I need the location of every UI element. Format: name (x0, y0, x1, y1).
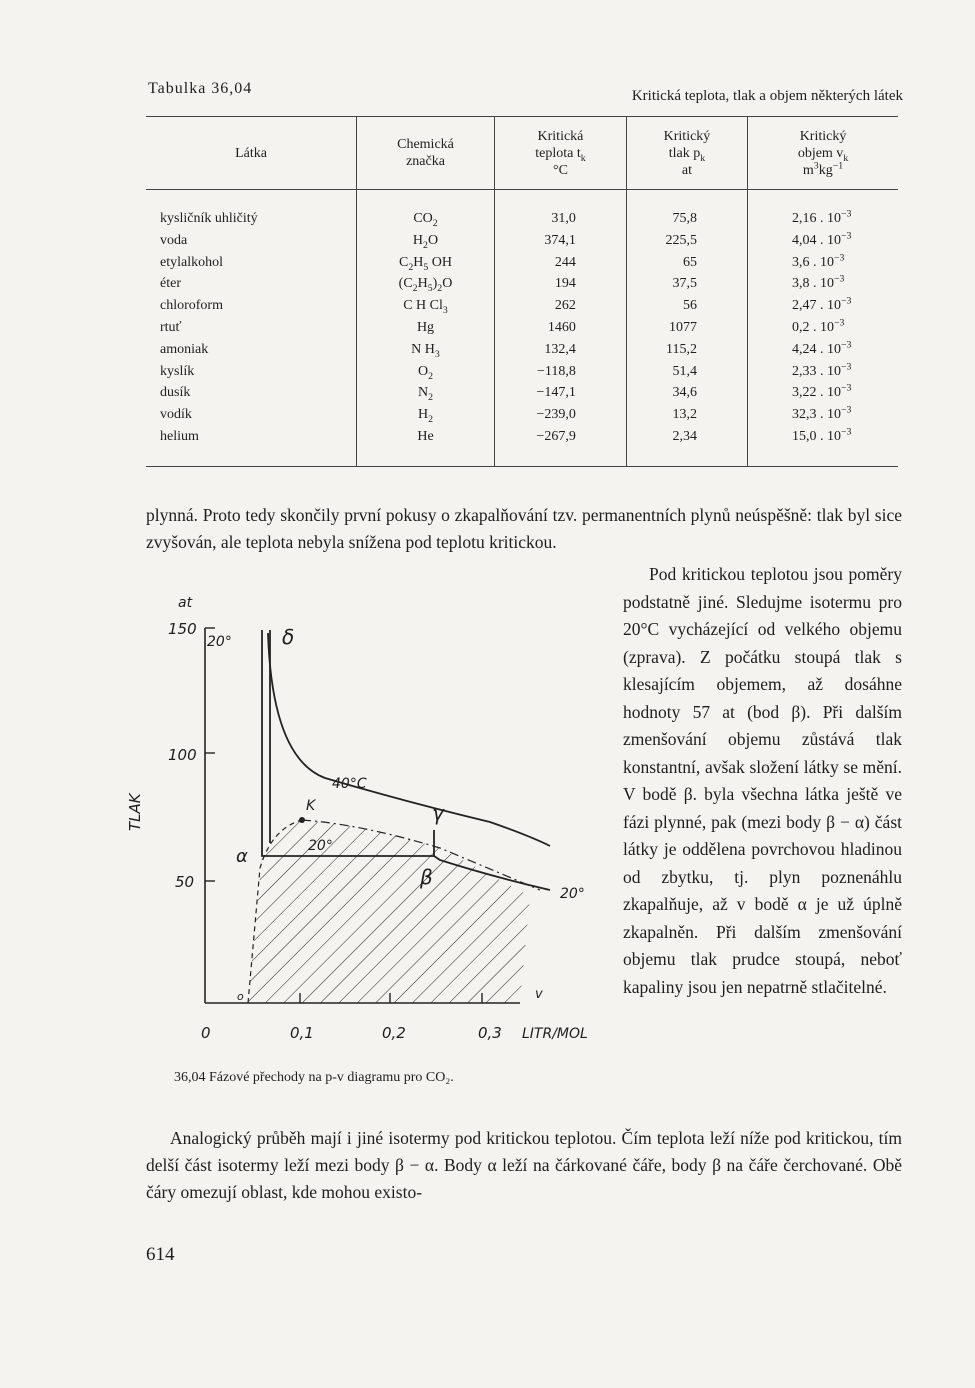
cell-pressure: 1077 (626, 317, 747, 339)
y-tick-50: 50 (175, 873, 195, 891)
label-iso20-top: 20° (207, 634, 232, 650)
cell-temperature: 132,4 (495, 339, 627, 361)
cell-symbol: $C_2H_5$ OH (357, 252, 495, 274)
cell-pressure: 65 (626, 252, 747, 274)
cell-temperature: 262 (495, 295, 627, 317)
cell-volume: 4,04 . $10^{-3}$ (748, 230, 898, 252)
table-row (146, 382, 898, 404)
paragraph-right (623, 561, 902, 1001)
paragraph-top: plynná. Proto tedy skončily první pokusy o zkapalňování tzv. permanentních plynů neúspěšně: tlak byl sice zvyšován, ale teplota nebyla snížena pod teplotu kritickou. (146, 505, 902, 552)
x-tick-0-3: 0,3 (478, 1024, 502, 1042)
two-phase-region (240, 808, 540, 1008)
cell-volume: 3,22 . $10^{-3}$ (748, 382, 898, 404)
x-unit-label: LITR/MOL (522, 1026, 588, 1042)
x-tick-0: 0 (201, 1024, 211, 1042)
label-beta: β (420, 865, 433, 889)
cell-volume: 32,3 . $10^{-3}$ (748, 404, 898, 426)
table-row (146, 361, 898, 383)
isotherm-40 (268, 633, 550, 846)
cell-volume: 4,24 . $10^{-3}$ (748, 339, 898, 361)
cell-substance: vodík (160, 407, 192, 423)
page-number: 614 (146, 1244, 175, 1265)
critical-values-table (146, 116, 898, 467)
cell-pressure: 75,8 (626, 190, 747, 230)
label-iso20-right: 20° (560, 886, 585, 902)
table-row (146, 295, 898, 317)
cell-substance: etylalkohol (160, 254, 223, 270)
y-unit-label: at (178, 595, 193, 611)
cell-temperature: −239,0 (495, 404, 627, 426)
cell-symbol: Hg (357, 317, 495, 339)
cell-substance: voda (160, 232, 188, 248)
cell-temperature: 1460 (495, 317, 627, 339)
cell-pressure: 34,6 (626, 382, 747, 404)
header-substance: Látka (146, 117, 357, 190)
cell-symbol: $CO_2$ (357, 190, 495, 230)
cell-substance: éter (160, 276, 181, 292)
cell-substance: rtuť (160, 319, 182, 335)
cell-pressure: 51,4 (626, 361, 747, 383)
cell-substance: kyslík (160, 363, 195, 379)
cell-pressure: 13,2 (626, 404, 747, 426)
cell-symbol: $(C_2H_5)_2O$ (357, 273, 495, 295)
table-body (146, 190, 898, 467)
y-axis-label: TLAK (126, 793, 144, 831)
cell-substance: amoniak (160, 341, 209, 357)
y-tick-150: 150 (168, 620, 197, 638)
x-tick-0-1: 0,1 (290, 1024, 314, 1042)
table-row (146, 273, 898, 295)
cell-temperature: −147,1 (495, 382, 627, 404)
cell-pressure: 225,5 (626, 230, 747, 252)
cell-symbol: $H_2$ (357, 404, 495, 426)
label-delta: δ (282, 625, 295, 649)
header-volume: Kritický objem $v_k$ $m^3kg^{-1}$ (748, 117, 898, 190)
cell-volume: 3,6 . $10^{-3}$ (748, 252, 898, 274)
table-row (146, 190, 898, 230)
cell-pressure: 56 (626, 295, 747, 317)
cell-temperature: 244 (495, 252, 627, 274)
header-temperature: Kritická teplota $t_k$ °C (495, 117, 627, 190)
paragraph-right-text: Pod kritickou teplotou jsou poměry podstatně jiné. Sledujme isotermu pro 20°C vycházející od velkého objemu (zprava). Z počátku stoupá tlak s klesajícím objemem, až dosáhne hodnoty 57 at (bod β). Při dalším zmenšování objemu zůstává tlak konstantní, avšak složení látky se mění. V bodě β. byla všechna látka ještě ve fázi plynné, pak (mezi body β − α) část látky je oddělena povrchovou hladinou od zbytku, tj. plyn poznenáhlu zkapalňuje, až v bodě α je už úplně zkapalněn. Při dalším zmenšování objemu tlak prudce stoupá, neboť kapaliny jsou jen nepatrně stlačitelné. (623, 564, 902, 997)
cell-volume: 2,33 . $10^{-3}$ (748, 361, 898, 383)
label-iso40: 40°C (332, 776, 367, 792)
table-row (146, 230, 898, 252)
cell-symbol: $H_2O$ (357, 230, 495, 252)
cell-symbol: He (357, 426, 495, 466)
cell-symbol: $O_2$ (357, 361, 495, 383)
cell-substance: chloroform (160, 298, 223, 314)
critical-point (299, 817, 305, 823)
cell-temperature: 31,0 (495, 190, 627, 230)
cell-symbol: N $H_3$ (357, 339, 495, 361)
cell-pressure: 2,34 (626, 426, 747, 466)
pv-diagram (110, 588, 610, 1058)
cell-pressure: 37,5 (626, 273, 747, 295)
cell-symbol: $N_2$ (357, 382, 495, 404)
label-alpha: α (236, 846, 248, 867)
cell-temperature: 194 (495, 273, 627, 295)
label-iso20-mid: 20° (308, 838, 333, 854)
table-row (146, 252, 898, 274)
cell-volume: 2,16 . $10^{-3}$ (748, 190, 898, 230)
label-origin: o (237, 990, 244, 1003)
cell-volume: 2,47 . $10^{-3}$ (748, 295, 898, 317)
header-pressure: Kritický tlak $p_k$ at (626, 117, 747, 190)
table-row (146, 404, 898, 426)
cell-temperature: 374,1 (495, 230, 627, 252)
label-K: K (306, 798, 316, 814)
cell-pressure: 115,2 (626, 339, 747, 361)
header-symbol: Chemická značka (357, 117, 495, 190)
table-header-row (146, 117, 898, 190)
cell-symbol: C H $Cl_3$ (357, 295, 495, 317)
table-row (146, 317, 898, 339)
figure-caption: 36,04 Fázové přechody na p-v diagramu pro CO₂. (174, 1070, 454, 1085)
table-row (146, 426, 898, 466)
cell-substance: dusík (160, 385, 191, 401)
cell-volume: 3,8 . $10^{-3}$ (748, 273, 898, 295)
paragraph-bottom: Analogický průběh mají i jiné isotermy pod kritickou teplotou. Čím teplota leží níže pod kritickou, tím delší část isotermy leží mezi body β − α. Body α leží na čárkované čáře, body β na čáře čerchované. Obě čáry omezují oblast, kde mohou existo- (146, 1128, 902, 1202)
table-row (146, 339, 898, 361)
cell-substance: kysličník uhličitý (160, 211, 258, 226)
cell-volume: 0,2 . $10^{-3}$ (748, 317, 898, 339)
x-tick-0-2: 0,2 (382, 1024, 406, 1042)
cell-temperature: −267,9 (495, 426, 627, 466)
cell-substance: helium (146, 426, 357, 466)
label-v: v (535, 987, 543, 1002)
label-gamma: γ (432, 801, 444, 825)
cell-temperature: −118,8 (495, 361, 627, 383)
cell-volume: 15,0 . $10^{-3}$ (748, 426, 898, 466)
y-tick-100: 100 (168, 746, 197, 764)
table-caption: Kritická teplota, tlak a objem některých látek (631, 88, 903, 104)
table-title: Tabulka 36,04 (148, 80, 253, 97)
